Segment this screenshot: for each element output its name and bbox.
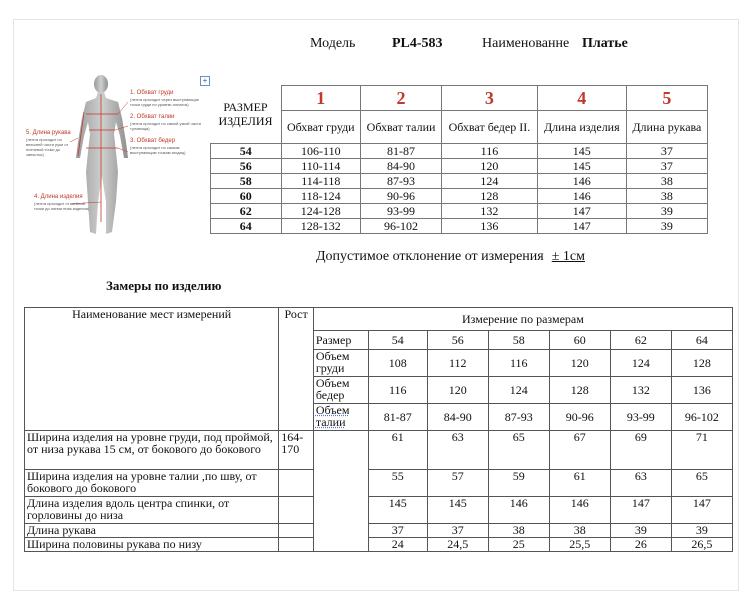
value-cell: 90-96 bbox=[549, 404, 610, 431]
row-label: Размер bbox=[313, 331, 368, 350]
size-value-cell: 128 bbox=[442, 189, 538, 204]
size-value-cell: 39 bbox=[626, 204, 707, 219]
column-number: 2 bbox=[361, 86, 442, 111]
size-row bbox=[211, 174, 708, 189]
column-header: Обхват талии bbox=[361, 111, 442, 144]
column-header: Обхват бедер II. bbox=[442, 111, 538, 144]
size-value-cell: 146 bbox=[537, 189, 626, 204]
size-value-cell: 132 bbox=[442, 204, 538, 219]
tolerance-note bbox=[316, 249, 585, 265]
size-value-cell: 146 bbox=[537, 174, 626, 189]
value-cell: 96-102 bbox=[671, 404, 732, 431]
column-number: 5 bbox=[626, 86, 707, 111]
measurement-name: Ширина половины рукава по низу bbox=[25, 538, 279, 552]
value-cell: 25 bbox=[488, 538, 549, 552]
size-row bbox=[211, 159, 708, 174]
size-value-cell: 110-114 bbox=[281, 159, 361, 174]
value-cell: 65 bbox=[488, 431, 549, 470]
column-header: Длина изделия bbox=[537, 111, 626, 144]
size-row bbox=[211, 219, 708, 234]
figure-label-chest: 1. Обхват груди (лента проходит через выступающие точки груди по уровню лопаток) bbox=[130, 90, 200, 107]
size-value-cell: 120 bbox=[442, 159, 538, 174]
column-number: 4 bbox=[537, 86, 626, 111]
measurement-row bbox=[25, 538, 733, 552]
size-value-cell: 136 bbox=[442, 219, 538, 234]
value-cell: 146 bbox=[488, 497, 549, 524]
size-chart-table bbox=[210, 85, 708, 234]
measurement-row bbox=[25, 524, 733, 538]
value-cell: 64 bbox=[671, 331, 732, 350]
size-row-label: РАЗМЕР ИЗДЕЛИЯ bbox=[211, 86, 282, 144]
size-value-cell: 118-124 bbox=[281, 189, 361, 204]
value-cell: 59 bbox=[488, 470, 549, 497]
size-value-cell: 124 bbox=[442, 174, 538, 189]
value-cell: 37 bbox=[427, 524, 488, 538]
value-cell: 38 bbox=[549, 524, 610, 538]
value-cell: 84-90 bbox=[427, 404, 488, 431]
value-cell: 147 bbox=[671, 497, 732, 524]
height-cell bbox=[279, 538, 314, 552]
body-measurement-figure bbox=[26, 72, 208, 242]
row-label: Объем талии bbox=[313, 404, 368, 431]
value-cell: 38 bbox=[488, 524, 549, 538]
value-cell: 145 bbox=[368, 497, 427, 524]
value-cell: 39 bbox=[610, 524, 671, 538]
size-value-cell: 114-118 bbox=[281, 174, 361, 189]
size-row bbox=[211, 144, 708, 159]
tolerance-text: Допустимое отклонение от измерения bbox=[316, 249, 544, 264]
size-value-cell: 124-128 bbox=[281, 204, 361, 219]
value-cell: 58 bbox=[488, 331, 549, 350]
size-value-cell: 38 bbox=[626, 189, 707, 204]
measurement-name: Длина изделия вдоль центра спинки, от горловины до низа bbox=[25, 497, 279, 524]
value-cell: 120 bbox=[549, 350, 610, 377]
value-cell: 136 bbox=[671, 377, 732, 404]
value-cell: 108 bbox=[368, 350, 427, 377]
size-value-cell: 145 bbox=[537, 144, 626, 159]
figure-label-length: 4. Длина изделия (лента проходит от шейной точки до линии низа изделия) bbox=[34, 194, 90, 211]
size-value-cell: 37 bbox=[626, 144, 707, 159]
header-row bbox=[25, 308, 733, 331]
value-cell: 24,5 bbox=[427, 538, 488, 552]
size-cell: 58 bbox=[211, 174, 282, 189]
value-cell: 87-93 bbox=[488, 404, 549, 431]
value-cell: 26,5 bbox=[671, 538, 732, 552]
value-cell: 67 bbox=[549, 431, 610, 470]
column-number: 1 bbox=[281, 86, 361, 111]
value-cell: 81-87 bbox=[368, 404, 427, 431]
size-row bbox=[211, 204, 708, 219]
row-label: Объем бедер bbox=[313, 377, 368, 404]
value-cell: 112 bbox=[427, 350, 488, 377]
measurement-row bbox=[25, 470, 733, 497]
size-cell: 62 bbox=[211, 204, 282, 219]
value-cell: 55 bbox=[368, 470, 427, 497]
size-value-cell: 81-87 bbox=[361, 144, 442, 159]
column-header-sizes: Измерение по размерам bbox=[313, 308, 732, 331]
value-cell: 63 bbox=[427, 431, 488, 470]
table-move-handle-icon[interactable]: + bbox=[200, 76, 210, 86]
blank-cell bbox=[313, 431, 368, 552]
size-cell: 54 bbox=[211, 144, 282, 159]
name-label: Наименованне bbox=[482, 36, 570, 51]
value-cell: 124 bbox=[610, 350, 671, 377]
value-cell: 65 bbox=[671, 470, 732, 497]
size-value-cell: 37 bbox=[626, 159, 707, 174]
height-cell bbox=[279, 524, 314, 538]
value-cell: 24 bbox=[368, 538, 427, 552]
value-cell: 128 bbox=[671, 350, 732, 377]
column-header-name: Наименование мест измерений bbox=[25, 308, 279, 431]
column-header: Обхват груди bbox=[281, 111, 361, 144]
figure-label-sleeve: 5. Длина рукава (лента проходит по внешней части руки от плечевой точки до запястья) bbox=[26, 130, 71, 157]
size-value-cell: 87-93 bbox=[361, 174, 442, 189]
height-value: 164-170 bbox=[279, 431, 314, 470]
value-cell: 116 bbox=[368, 377, 427, 404]
value-cell: 116 bbox=[488, 350, 549, 377]
name-value: Платье bbox=[582, 36, 628, 51]
value-cell: 124 bbox=[488, 377, 549, 404]
size-value-cell: 145 bbox=[537, 159, 626, 174]
section-title: Замеры по изделию bbox=[106, 278, 222, 293]
value-cell: 145 bbox=[427, 497, 488, 524]
size-value-cell: 116 bbox=[442, 144, 538, 159]
model-label: Модель bbox=[310, 36, 356, 51]
value-cell: 26 bbox=[610, 538, 671, 552]
value-cell: 57 bbox=[427, 470, 488, 497]
value-cell: 128 bbox=[549, 377, 610, 404]
value-cell: 120 bbox=[427, 377, 488, 404]
size-value-cell: 93-99 bbox=[361, 204, 442, 219]
measurement-name: Ширина изделия на уровне груди, под проймой, от низа рукава 15 см, от бокового до бокового bbox=[25, 431, 279, 470]
value-cell: 146 bbox=[549, 497, 610, 524]
size-value-cell: 38 bbox=[626, 174, 707, 189]
value-cell: 37 bbox=[368, 524, 427, 538]
value-cell: 25,5 bbox=[549, 538, 610, 552]
size-value-cell: 96-102 bbox=[361, 219, 442, 234]
garment-measurements-table bbox=[24, 307, 733, 552]
size-value-cell: 84-90 bbox=[361, 159, 442, 174]
value-cell: 56 bbox=[427, 331, 488, 350]
size-value-cell: 106-110 bbox=[281, 144, 361, 159]
size-cell: 60 bbox=[211, 189, 282, 204]
measurement-name: Длина рукава bbox=[25, 524, 279, 538]
value-cell: 61 bbox=[368, 431, 427, 470]
value-cell: 69 bbox=[610, 431, 671, 470]
value-cell: 54 bbox=[368, 331, 427, 350]
figure-label-waist: 2. Обхват талии (лента проходит по самой узкой части туловища) bbox=[130, 114, 202, 131]
value-cell: 147 bbox=[610, 497, 671, 524]
measurement-name: Ширина изделия на уровне талии ,по шву, от бокового до бокового bbox=[25, 470, 279, 497]
size-value-cell: 128-132 bbox=[281, 219, 361, 234]
size-value-cell: 39 bbox=[626, 219, 707, 234]
size-row bbox=[211, 189, 708, 204]
measurement-row bbox=[25, 431, 733, 470]
value-cell: 93-99 bbox=[610, 404, 671, 431]
value-cell: 39 bbox=[671, 524, 732, 538]
size-cell: 56 bbox=[211, 159, 282, 174]
column-header: Длина рукава bbox=[626, 111, 707, 144]
value-cell: 63 bbox=[610, 470, 671, 497]
column-number: 3 bbox=[442, 86, 538, 111]
value-cell: 61 bbox=[549, 470, 610, 497]
figure-label-hips: 3. Обхват бедер (лента проходит по самым выступающим точкам ягодиц) bbox=[130, 138, 186, 155]
model-code: PL4-583 bbox=[392, 36, 443, 51]
size-value-cell: 147 bbox=[537, 219, 626, 234]
height-cell bbox=[279, 497, 314, 524]
value-cell: 62 bbox=[610, 331, 671, 350]
value-cell: 132 bbox=[610, 377, 671, 404]
value-cell: 60 bbox=[549, 331, 610, 350]
size-value-cell: 147 bbox=[537, 204, 626, 219]
tolerance-value: ± 1см bbox=[551, 249, 585, 264]
value-cell: 71 bbox=[671, 431, 732, 470]
size-value-cell: 90-96 bbox=[361, 189, 442, 204]
row-label: Объем груди bbox=[313, 350, 368, 377]
measurement-row bbox=[25, 497, 733, 524]
column-header-height: Рост bbox=[279, 308, 314, 431]
height-cell bbox=[279, 470, 314, 497]
size-cell: 64 bbox=[211, 219, 282, 234]
